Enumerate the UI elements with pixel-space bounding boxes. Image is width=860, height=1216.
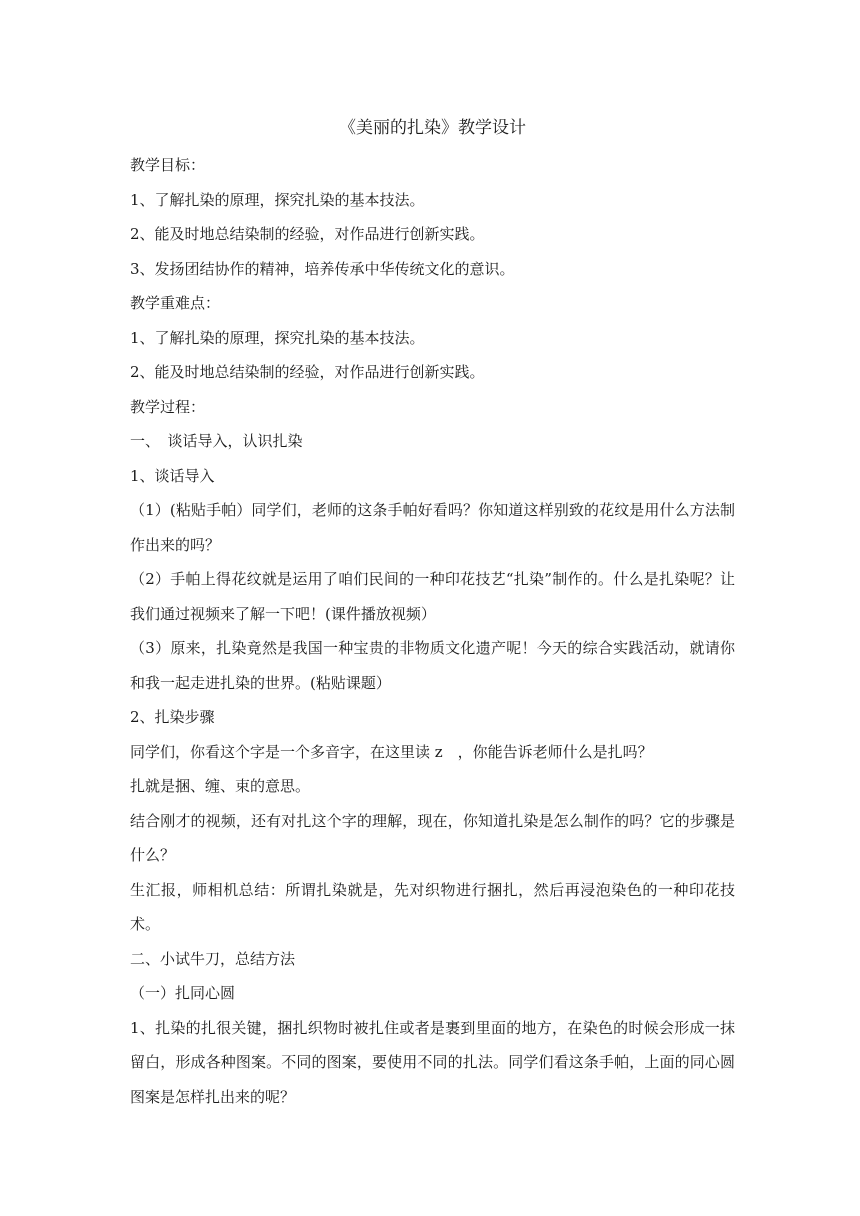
paragraph-7: 生汇报，师相机总结：所谓扎染就是，先对织物进行捆扎，然后再浸泡染色的一种印花技术。 [130, 880, 735, 933]
objective-2: 2、能及时地总结染制的经验，对作品进行创新实践。 [130, 225, 485, 243]
key-point-1: 1、了解扎染的原理，探究扎染的基本技法。 [130, 328, 425, 347]
heading-process: 教学过程： [130, 397, 206, 416]
heading-objectives: 教学目标： [130, 156, 206, 174]
paragraph-6: 结合刚才的视频，还有对扎这个字的理解，现在，你知道扎染是怎么制作的吗？它的步骤是什么？ [130, 811, 735, 864]
paragraph-1: （1）(粘贴手帕）同学们，老师的这条手帕好看吗？你知道这样别致的花纹是用什么方法制作出来的吗？ [130, 501, 735, 554]
paragraph-8: 1、扎染的扎很关键，捆扎织物时被扎住或者是裹到里面的地方，在染色的时候会形成一抹留白，形成各种图案。不同的图案，要使用不同的扎法。同学们看这条手帕，上面的同心圆图案是怎样扎出来的呢？ [130, 1018, 735, 1106]
objective-1: 1、了解扎染的原理，探究扎染的基本技法。 [130, 190, 425, 209]
paragraph-4: 同学们，你看这个字是一个多音字，在这里读 z ，你能告诉老师什么是扎吗？ [130, 742, 653, 761]
subsection-2-heading: 2、扎染步骤 [130, 708, 215, 726]
heading-key-points: 教学重难点： [130, 294, 221, 312]
section-2-heading: 二、小试牛刀，总结方法 [130, 949, 296, 968]
subsection-1-heading: 1、谈话导入 [130, 466, 215, 485]
document-page [130, 112, 735, 1114]
paragraph-3: （3）原来，扎染竟然是我国一种宝贵的非物质文化遗产呢！今天的综合实践活动，就请你和我一起走进扎染的世界。(粘贴课题） [130, 639, 735, 692]
paragraph-5: 扎就是捆、缠、束的意思。 [130, 777, 311, 795]
paragraph-2: （2）手帕上得花纹就是运用了咱们民间的一种印花技艺“扎染”制作的。什么是扎染呢？让我们通过视频来了解一下吧！(课件播放视频） [130, 570, 735, 623]
document-title: 《美丽的扎染》教学设计 [339, 118, 526, 138]
objective-3: 3、发扬团结协作的精神，培养传承中华传统文化的意识。 [130, 259, 515, 278]
key-point-2: 2、能及时地总结染制的经验，对作品进行创新实践。 [130, 363, 485, 381]
section-1-heading: 一、 谈话导入，认识扎染 [130, 432, 303, 450]
subsection-concentric-heading: （一）扎同心圆 [130, 984, 236, 1002]
